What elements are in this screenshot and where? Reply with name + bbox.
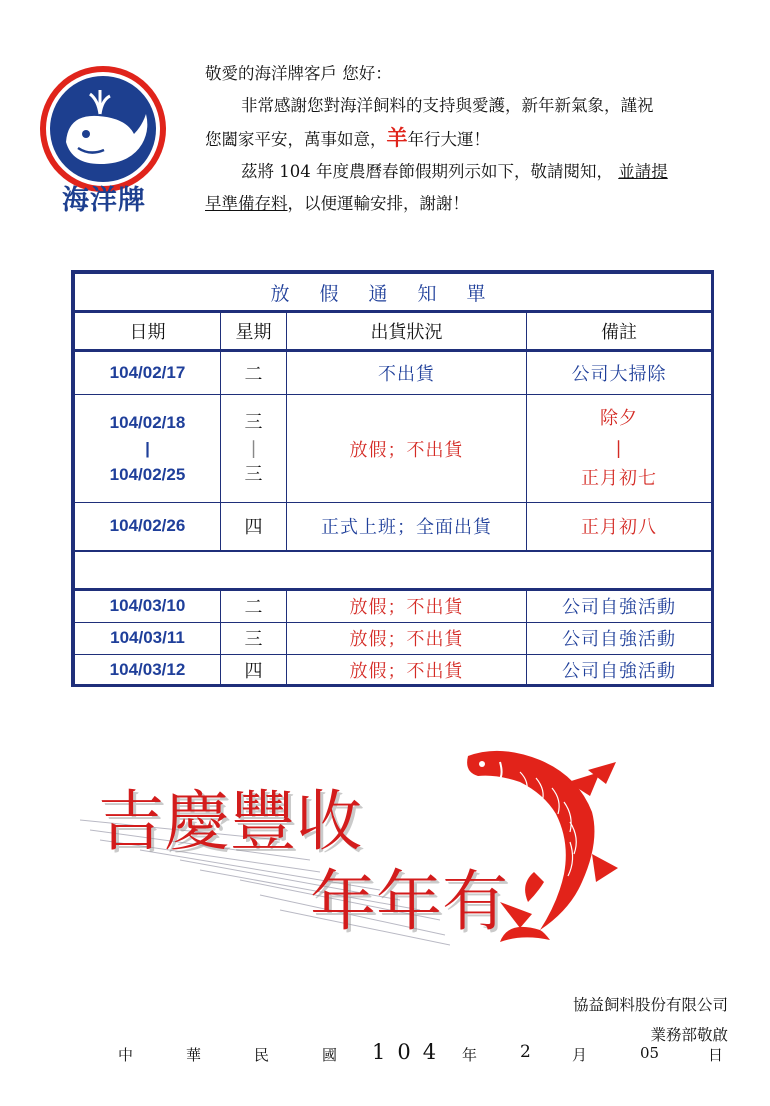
table-row	[75, 654, 712, 686]
remarks-range-cell	[527, 395, 712, 503]
remarks-start: 除夕	[600, 407, 638, 429]
weekday-cell: 四	[221, 654, 287, 686]
date-char: 民	[254, 1046, 270, 1064]
text: ，以便運輸安排，謝謝！	[287, 194, 469, 213]
paragraph-1-line-1: 非常感謝您對海洋飼料的支持與愛護，新年新氣象，謹祝	[241, 96, 654, 115]
holiday-notice-table	[71, 270, 714, 687]
whale-icon	[38, 64, 168, 194]
remarks-end: 正月初七	[581, 467, 657, 489]
date-end: 104/02/25	[109, 464, 186, 484]
header-shipping: 出貨狀況	[287, 312, 527, 351]
header-weekday: 星期	[221, 312, 287, 351]
underlined-text: 早準備存料	[205, 194, 288, 213]
remarks-cell: 公司大掃除	[527, 351, 712, 395]
weekday-cell: 三	[221, 622, 287, 654]
roc-year: 104	[372, 1040, 449, 1064]
remarks-cell: 公司自強活動	[527, 622, 712, 654]
weekday-separator: |	[250, 437, 257, 459]
paragraph-2	[205, 156, 740, 188]
slogan-line-1: 吉慶豐收	[98, 783, 362, 860]
shipping-cell: 放假；不出貨	[287, 622, 527, 654]
paragraph-1-line-2	[205, 122, 740, 156]
logo-text: 海洋牌	[62, 185, 146, 216]
date-cell: 104/03/10	[75, 589, 221, 622]
table-spacer	[75, 551, 712, 590]
shipping-cell: 正式上班；全面出貨	[287, 503, 527, 551]
date-separator: |	[145, 438, 150, 458]
weekday-end: 三	[244, 463, 263, 485]
header-date: 日期	[75, 312, 221, 351]
text: 年行大運！	[407, 130, 490, 149]
date-start: 104/02/18	[109, 412, 186, 432]
table-row	[75, 395, 712, 503]
company-name: 協益飼料股份有限公司	[572, 996, 728, 1014]
shipping-cell: 放假；不出貨	[287, 589, 527, 622]
shipping-cell: 不出貨	[287, 351, 527, 395]
greeting	[205, 58, 740, 90]
text: 您闔家平安，萬事如意，	[205, 130, 387, 149]
table-row	[75, 351, 712, 395]
slogan-line-2: 年年有	[310, 863, 508, 940]
notice-title: 放假通知單	[75, 274, 712, 312]
weekday-range-cell	[221, 395, 287, 503]
letter-body	[205, 58, 740, 220]
shipping-cell: 放假；不出貨	[287, 395, 527, 503]
month-value: 2	[520, 1042, 531, 1062]
day-value: 05	[640, 1044, 660, 1062]
paragraph-2-line-2	[205, 188, 740, 220]
greeting-text: 敬愛的海洋牌客戶 您好：	[205, 64, 392, 83]
underlined-text: 並請提	[618, 162, 668, 181]
date-cell: 104/02/26	[75, 503, 221, 551]
remarks-cell: 公司自強活動	[527, 654, 712, 686]
date-char: 中	[118, 1046, 134, 1064]
department-name: 業務部敬啟	[650, 1026, 728, 1044]
date-cell: 104/03/11	[75, 622, 221, 654]
month-unit: 月	[572, 1046, 588, 1064]
header-remarks: 備註	[527, 312, 712, 351]
weekday-start: 三	[244, 411, 263, 433]
date-char: 華	[186, 1046, 202, 1064]
spacer-cell	[75, 551, 712, 590]
day-unit: 日	[708, 1046, 724, 1064]
year-unit: 年	[462, 1046, 478, 1064]
date-cell: 104/03/12	[75, 654, 221, 686]
date-char: 國	[322, 1046, 338, 1064]
remarks-separator: |	[615, 437, 623, 459]
table-row	[75, 503, 712, 551]
remarks-cell: 公司自強活動	[527, 589, 712, 622]
table-row	[75, 622, 712, 654]
shipping-cell: 放假；不出貨	[287, 654, 527, 686]
text: 茲將 104 年度農曆春節假期列示如下，敬請閱知，	[241, 162, 613, 181]
weekday-cell: 四	[221, 503, 287, 551]
yang-character: 羊	[386, 125, 408, 150]
remarks-cell: 正月初八	[527, 503, 712, 551]
fish-icon	[460, 742, 620, 947]
paragraph-1	[205, 90, 740, 122]
weekday-cell: 二	[221, 589, 287, 622]
table-row	[75, 589, 712, 622]
signature-block	[573, 990, 728, 1050]
date-range-cell	[75, 395, 221, 503]
weekday-cell: 二	[221, 351, 287, 395]
date-cell: 104/02/17	[75, 351, 221, 395]
